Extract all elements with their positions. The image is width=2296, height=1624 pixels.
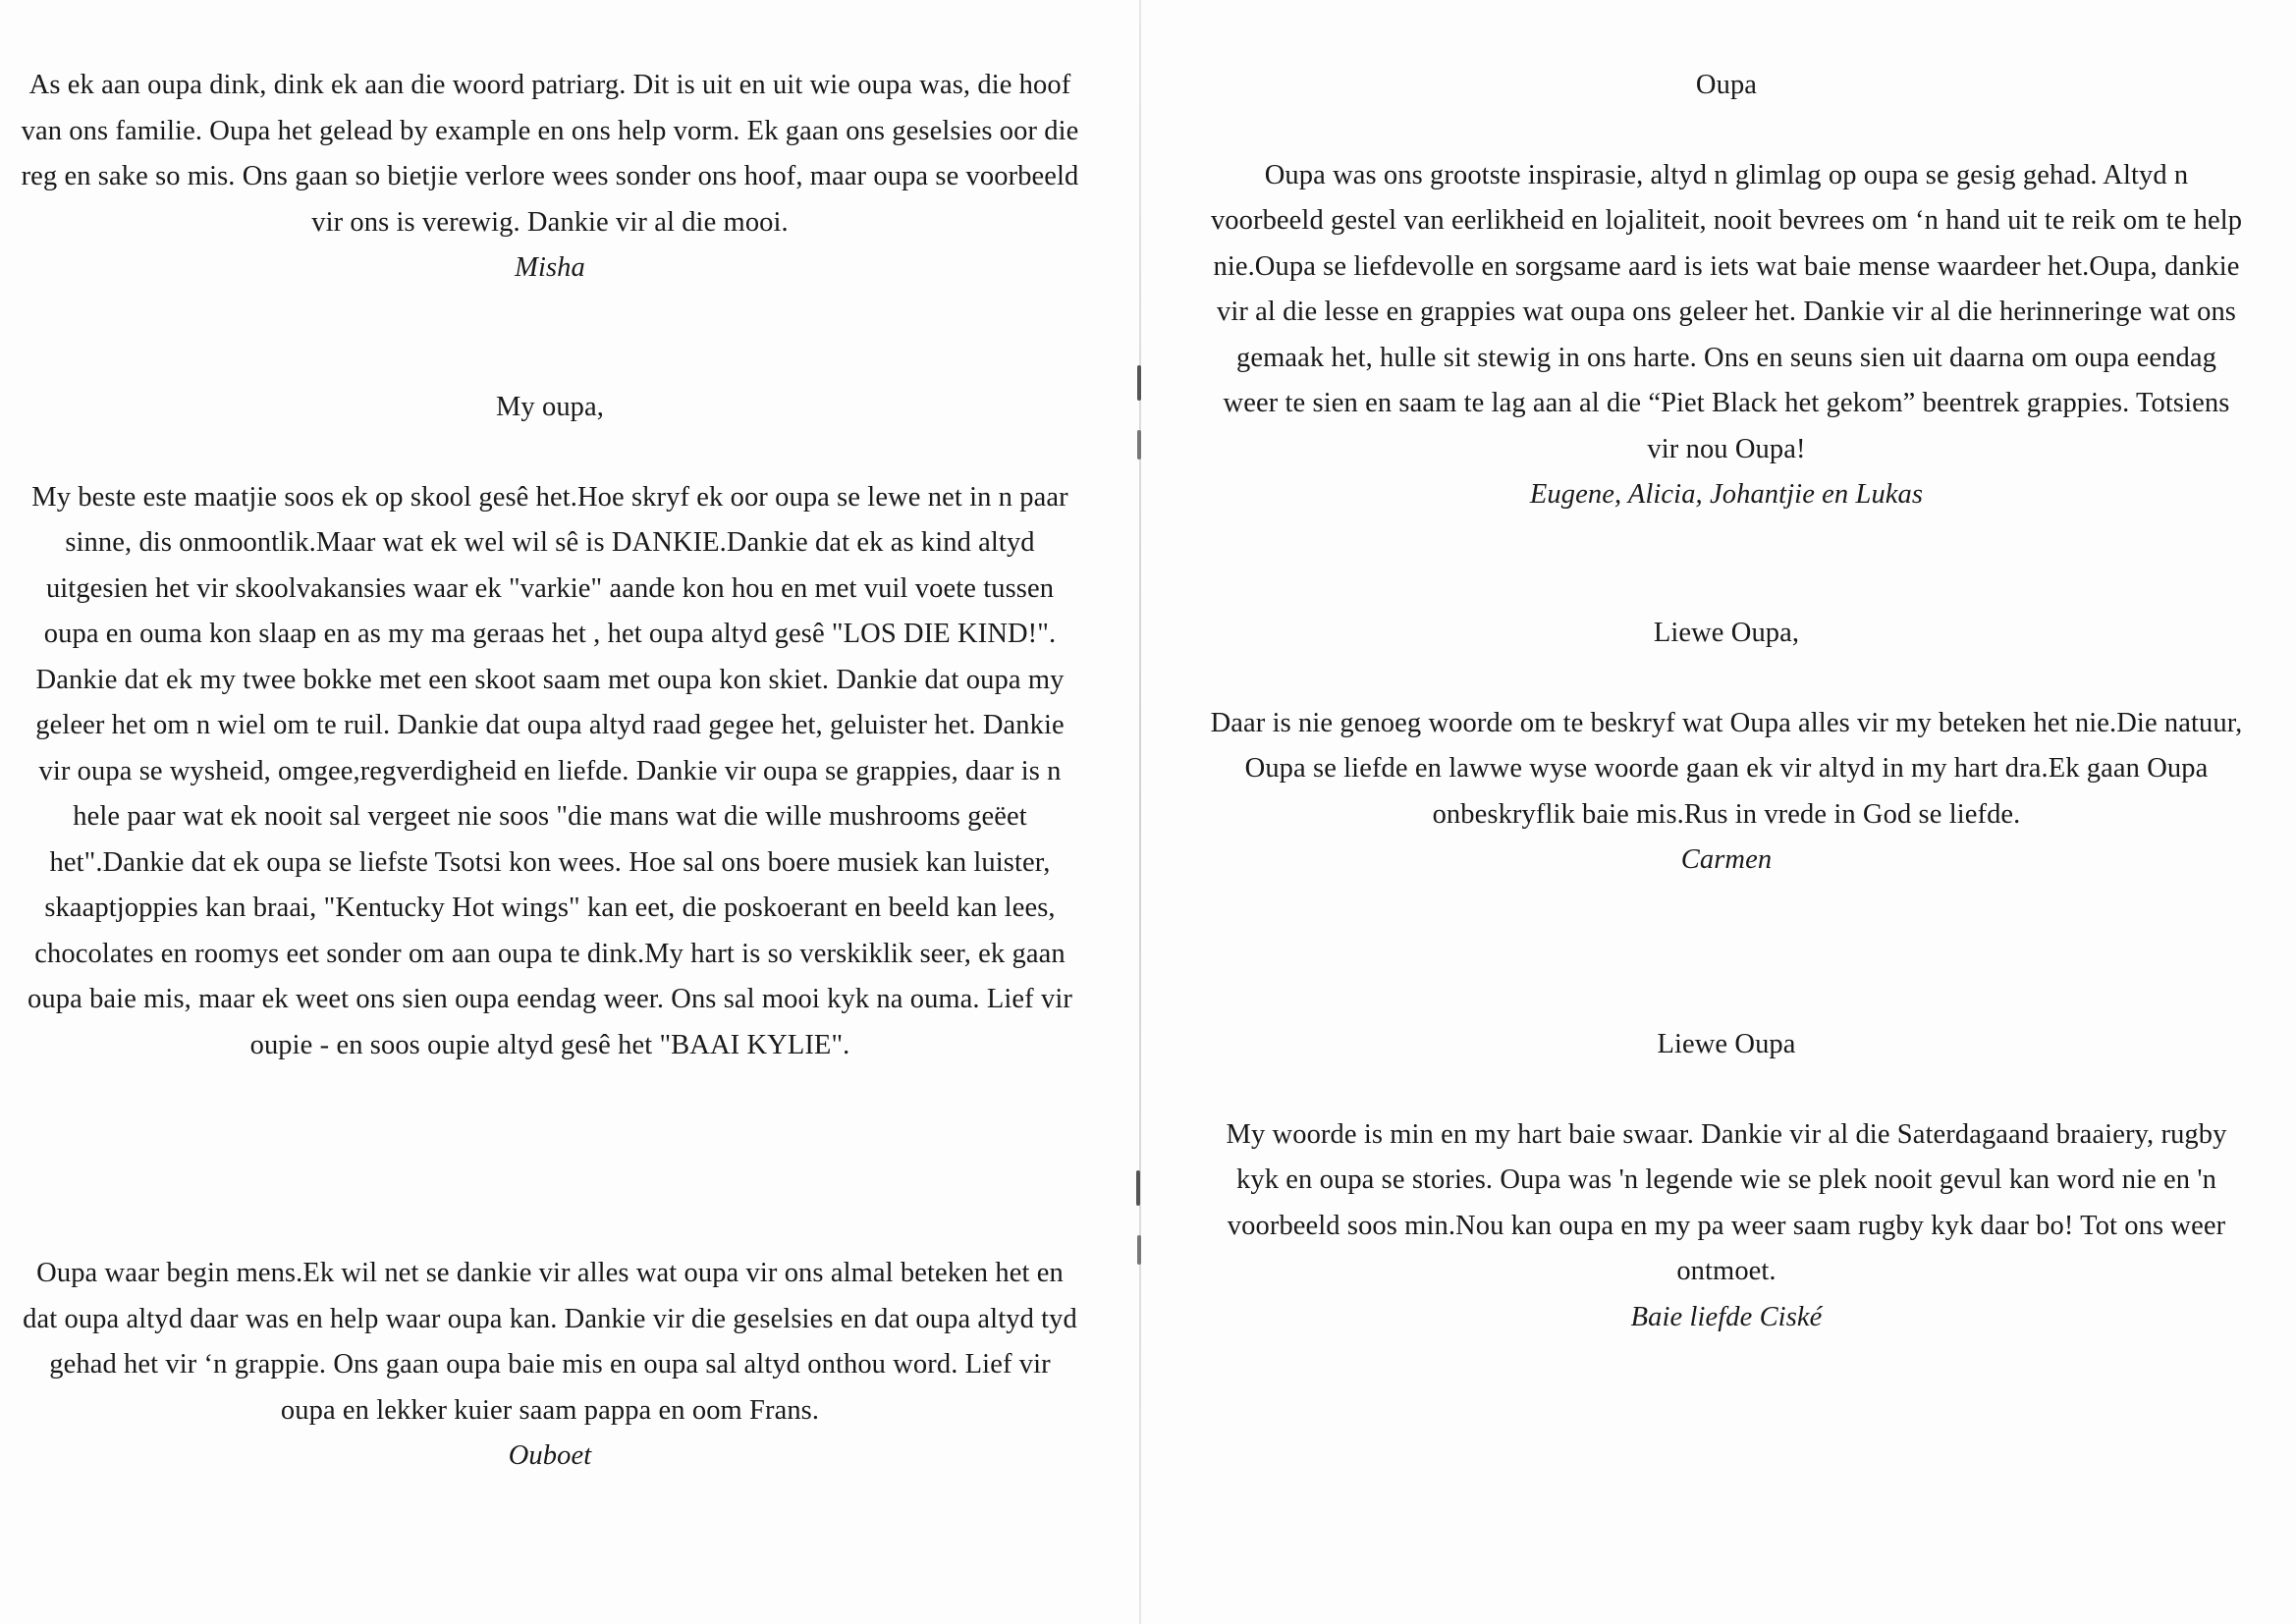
tribute-carmen: [1206, 611, 2247, 884]
tribute-heading: My oupa,: [495, 392, 605, 422]
tribute-body: My beste este maatjie soos ek op skool gesê het.Hoe skryf ek oor oupa se lewe net in n paar sinne, dis onmoontlik.Maar wat ek wel wil sê is DANKIE.Dankie dat ek as kind altyd uitgesien het vir skoolvakansies waar ek "varkie" aande kon hou en met vuil voete tussen oupa en ouma kon slaap en as my ma geraas het , het oupa altyd gesê "LOS DIE KIND!". Dankie dat ek my twee bokke met een skoot saam met oupa kon skiet. Dankie dat oupa my geleer het om n wiel om te ruil. Dankie dat oupa altyd raad gegee het, geluister het. Dankie vir oupa se wysheid, omgee,regverdigheid en liefde. Dankie vir oupa se grappies, daar is n hele paar wat ek nooit sal vergeet nie soos "die mans wat die wille mushrooms geëet het".Dankie dat ek oupa se liefste Tsotsi kon wees. Hoe sal ons boere musiek kan luister, skaaptjoppies kan braai, "Kentucky Hot wings" kan eet, die poskoerant en beeld kan lees, chocolates en roomys eet sonder om aan oupa te dink.My hart is so verskiklik seer, ek gaan oupa baie mis, maar ek weet ons sien oupa eendag weer. Ons sal mooi kyk na ouma. Lief vir oupie - en soos oupie altyd gesê het "BAAI KYLIE".: [27, 481, 1072, 1060]
tribute-ciske: [1206, 1022, 2247, 1340]
tribute-body: As ek aan oupa dink, dink ek aan die woord patriarg. Dit is uit en uit wie oupa was, die hoof van ons familie. Oupa het gelead by example en ons help vorm. Ek gaan ons geselsies oor die reg en sake so mis. Ons gaan so bietjie verlore wees sonder ons hoof, maar oupa se voorbeeld vir ons is verewig. Dankie vir al die mooi.: [21, 70, 1079, 238]
staple-mark-top-upper: [1137, 365, 1141, 401]
staple-mark-bottom-lower: [1137, 1235, 1141, 1265]
staple-mark-bottom-upper: [1136, 1170, 1140, 1206]
tribute-signature: Misha: [515, 252, 585, 283]
page-gutter: [1139, 0, 1141, 1624]
tribute-signature: Eugene, Alicia, Johantjie en Lukas: [1529, 479, 1924, 510]
tribute-misha: [20, 63, 1080, 292]
tribute-heading: Liewe Oupa: [1657, 1029, 1796, 1059]
tribute-eugene: [1206, 63, 2247, 518]
tribute-body: Oupa waar begin mens.Ek wil net se dankie vir alles wat oupa vir ons almal beteken het en dat oupa altyd daar was en help waar oupa kan. Dankie vir die geselsies en dat oupa altyd tyd gehad het vir ‘n grappie. Ons gaan oupa baie mis en oupa sal altyd onthou word. Lief vir oupa en lekker kuier saam pappa en oom Frans.: [23, 1258, 1077, 1426]
tribute-signature: Baie liefde Ciské: [1630, 1301, 1823, 1332]
tribute-kylie: [20, 385, 1080, 1068]
staple-mark-top-lower: [1137, 430, 1141, 460]
tribute-signature: Carmen: [1680, 844, 1773, 875]
tribute-signature: Ouboet: [508, 1440, 592, 1471]
tribute-heading: Oupa: [1695, 70, 1758, 100]
tribute-body: Oupa was ons grootste inspirasie, altyd n glimlag op oupa se gesig gehad. Altyd n voorbeeld gestel van eerlikheid en lojaliteit, nooit bevrees om ‘n hand uit te reik om te help nie.Oupa se liefdevolle en sorgsame aard is iets wat baie mense waardeer het.Oupa, dankie vir al die lesse en grappies wat oupa ons geleer het. Dankie vir al die herinneringe wat ons gemaak het, hulle sit stewig in ons harte. Ons en seuns sien uit daarna om oupa eendag weer te sien en saam te lag aan al die “Piet Black het gekom” beentrek grappies. Totsiens vir nou Oupa!: [1210, 159, 2243, 464]
tribute-body: Daar is nie genoeg woorde om te beskryf wat Oupa alles vir my beteken het nie.Die natuur, Oupa se liefde en lawwe wyse woorde gaan ek vir altyd in my hart dra.Ek gaan Oupa onbeskryflik baie mis.Rus in vrede in God se liefde.: [1210, 707, 2243, 830]
tribute-ouboet: [20, 1251, 1080, 1480]
tribute-body: My woorde is min en my hart baie swaar. Dankie vir al die Saterdagaand braaiery, rugby kyk en oupa se stories. Oupa was 'n legende wie se plek nooit gevul kan word nie en 'n voorbeeld soos min.Nou kan oupa en my pa weer saam rugby kyk daar bo! Tot ons weer ontmoet.: [1226, 1118, 2227, 1286]
tribute-heading: Liewe Oupa,: [1653, 618, 1800, 648]
